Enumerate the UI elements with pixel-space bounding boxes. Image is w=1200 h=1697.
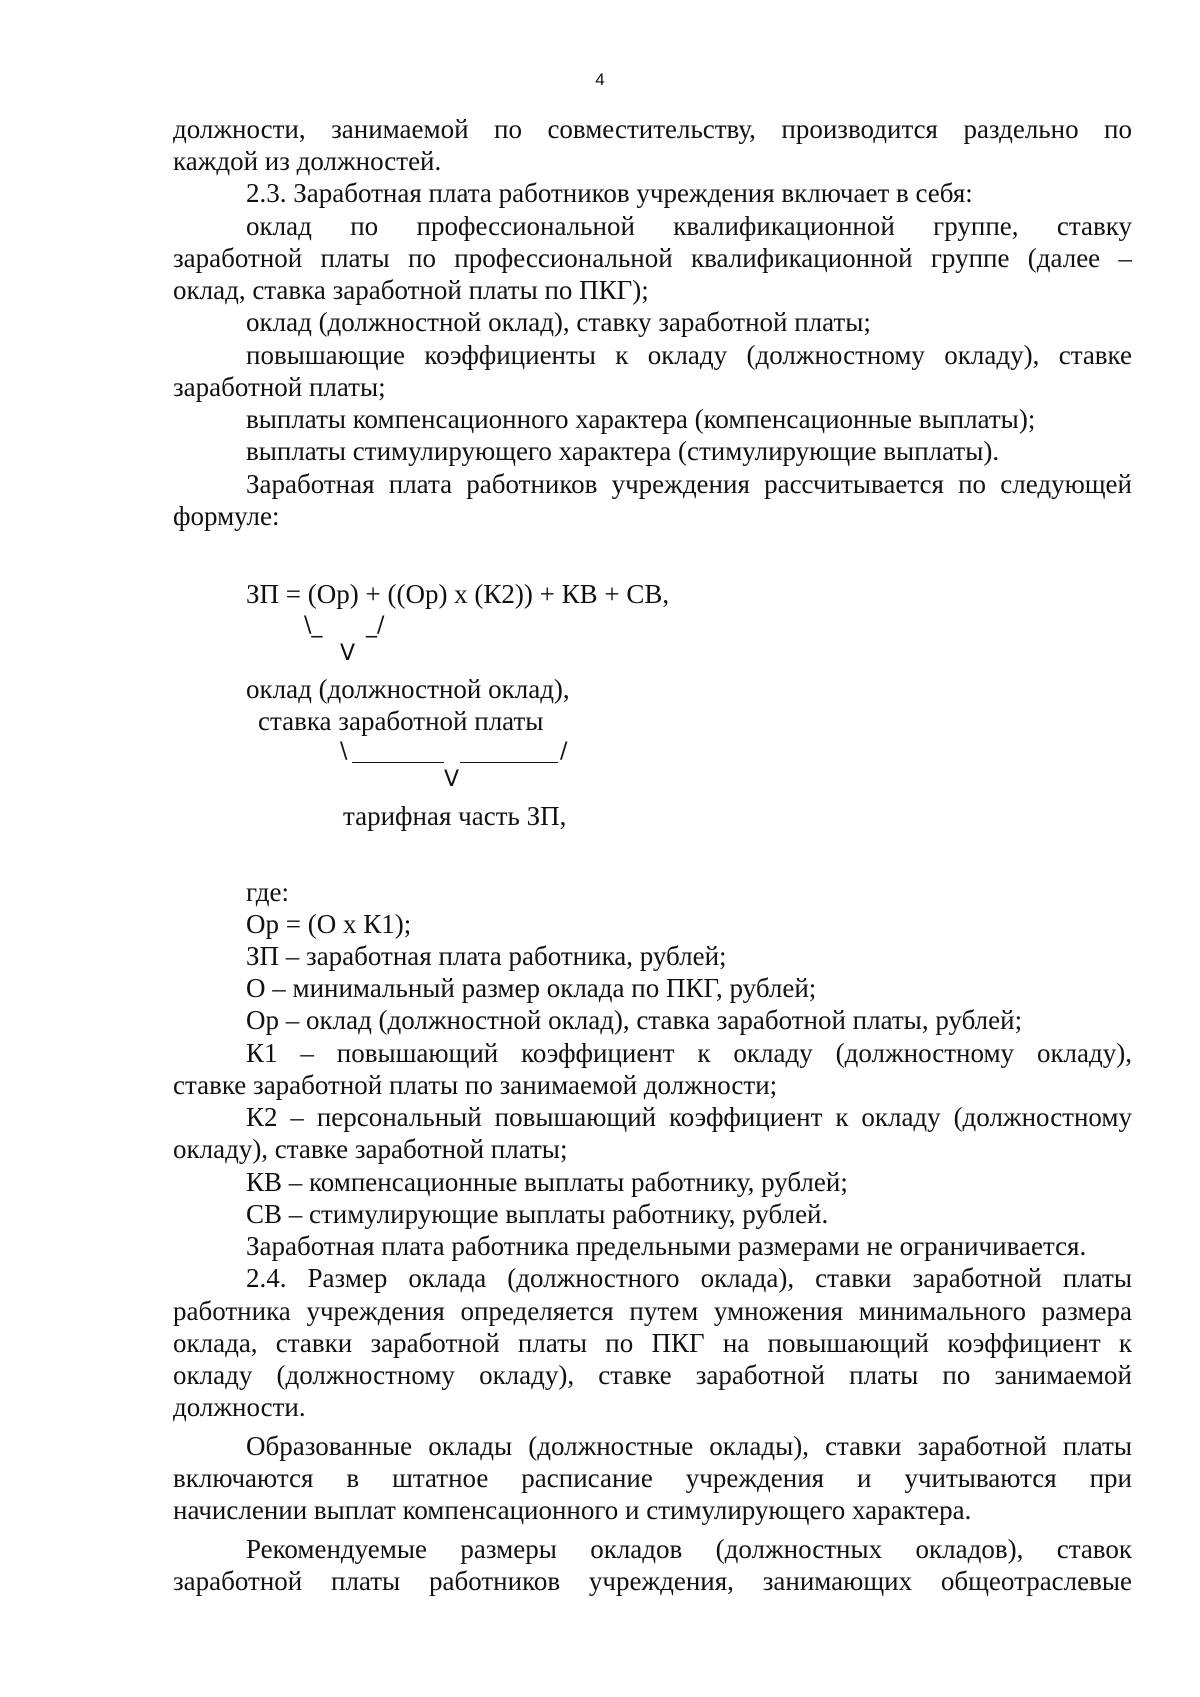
item1-line-2: заработной платы по профессиональной квалификационной группе (далее –: [173, 243, 1132, 273]
formula-brace2-left: \: [340, 739, 348, 764]
page-number: 4: [595, 70, 605, 89]
no-limit-sentence: Заработная плата работника предельными размерами не ограничивается.: [246, 1231, 1087, 1261]
formula-main: ЗП = (Ор) + ((Ор) х (К2)) + КВ + СВ,: [246, 579, 670, 609]
section-2-4-line-3: оклада, ставки заработной платы по ПКГ на повышающий коэффициент к: [173, 1328, 1132, 1358]
item3-line-2: заработной платы;: [173, 372, 386, 402]
item1-line-3: оклад, ставка заработной платы по ПКГ);: [173, 275, 649, 305]
item3-line-1: повышающие коэффициенты к окладу (должностному окладу), ставке: [246, 340, 1132, 370]
formed-line-3: начислении выплат компенсационного и стимулирующего характера.: [173, 1495, 972, 1525]
def-k1-line-2: ставке заработной платы по занимаемой должности;: [173, 1070, 778, 1100]
formula-brace2-underline-right: [460, 762, 558, 763]
item2: оклад (должностной оклад), ставку заработной платы;: [246, 307, 871, 337]
section-2-4-line-1: 2.4. Размер оклада (должностного оклада), ставки заработной платы: [246, 1263, 1132, 1293]
intro-line-2: каждой из должностей.: [173, 146, 442, 176]
recommended-line-2: заработной платы работников учреждения, занимающих общеотраслевые: [173, 1566, 1132, 1596]
formed-line-2: включаются в штатное расписание учреждения и учитываются при: [173, 1463, 1132, 1493]
formula-label1-line-2: ставка заработной платы: [258, 706, 544, 736]
formula-brace2-right: /: [560, 739, 568, 764]
formula-brace2-underline-left: [352, 762, 444, 763]
def-op: Ор – оклад (должностной оклад), ставка заработной платы, рублей;: [246, 1005, 1023, 1035]
section-2-4-line-2: работника учреждения определяется путем умножения минимального размера: [173, 1296, 1132, 1326]
formula-label1-line-1: оклад (должностной оклад),: [246, 674, 570, 704]
def-op-formula: Ор = (О х К1);: [246, 909, 412, 939]
formula-brace1-right: _/: [366, 613, 385, 638]
item1-line-1: оклад по профессиональной квалификационной группе, ставку: [246, 211, 1132, 241]
def-k2-line-1: К2 – персональный повышающий коэффициент к окладу (должностному: [246, 1102, 1132, 1132]
section-2-4-line-5: должности.: [173, 1392, 306, 1422]
section-2-3-heading: 2.3. Заработная плата работников учреждения включает в себя:: [246, 178, 973, 208]
def-sv: СВ – стимулирующие выплаты работнику, рублей.: [246, 1199, 829, 1229]
formula-brace1-left: \_: [304, 613, 323, 638]
formula-label2: тарифная часть ЗП,: [343, 801, 567, 831]
intro-line-1: должности, занимаемой по совместительству, производится раздельно по: [173, 114, 1132, 144]
def-k2-line-2: окладу), ставке заработной платы;: [173, 1134, 568, 1164]
item4: выплаты компенсационного характера (компенсационные выплаты);: [246, 404, 1036, 434]
formula-intro-line-1: Заработная плата работников учреждения рассчитывается по следующей: [246, 469, 1132, 499]
formula-intro-line-2: формуле:: [173, 501, 280, 531]
def-o: О – минимальный размер оклада по ПКГ, рублей;: [246, 973, 817, 1003]
formed-line-1: Образованные оклады (должностные оклады), ставки заработной платы: [246, 1431, 1132, 1461]
section-2-4-line-4: окладу (должностному окладу), ставке заработной платы по занимаемой: [173, 1360, 1132, 1390]
formula-brace1-v: V: [340, 641, 356, 666]
formula-brace2-v: V: [444, 767, 460, 792]
item5: выплаты стимулирующего характера (стимулирующие выплаты).: [246, 436, 1000, 466]
where-label: где:: [246, 877, 289, 907]
def-zp: ЗП – заработная плата работника, рублей;: [246, 941, 727, 971]
def-k1-line-1: К1 – повышающий коэффициент к окладу (должностному окладу),: [246, 1038, 1132, 1068]
recommended-line-1: Рекомендуемые размеры окладов (должностных окладов), ставок: [246, 1534, 1132, 1564]
def-kv: КВ – компенсационные выплаты работнику, рублей;: [246, 1167, 848, 1197]
